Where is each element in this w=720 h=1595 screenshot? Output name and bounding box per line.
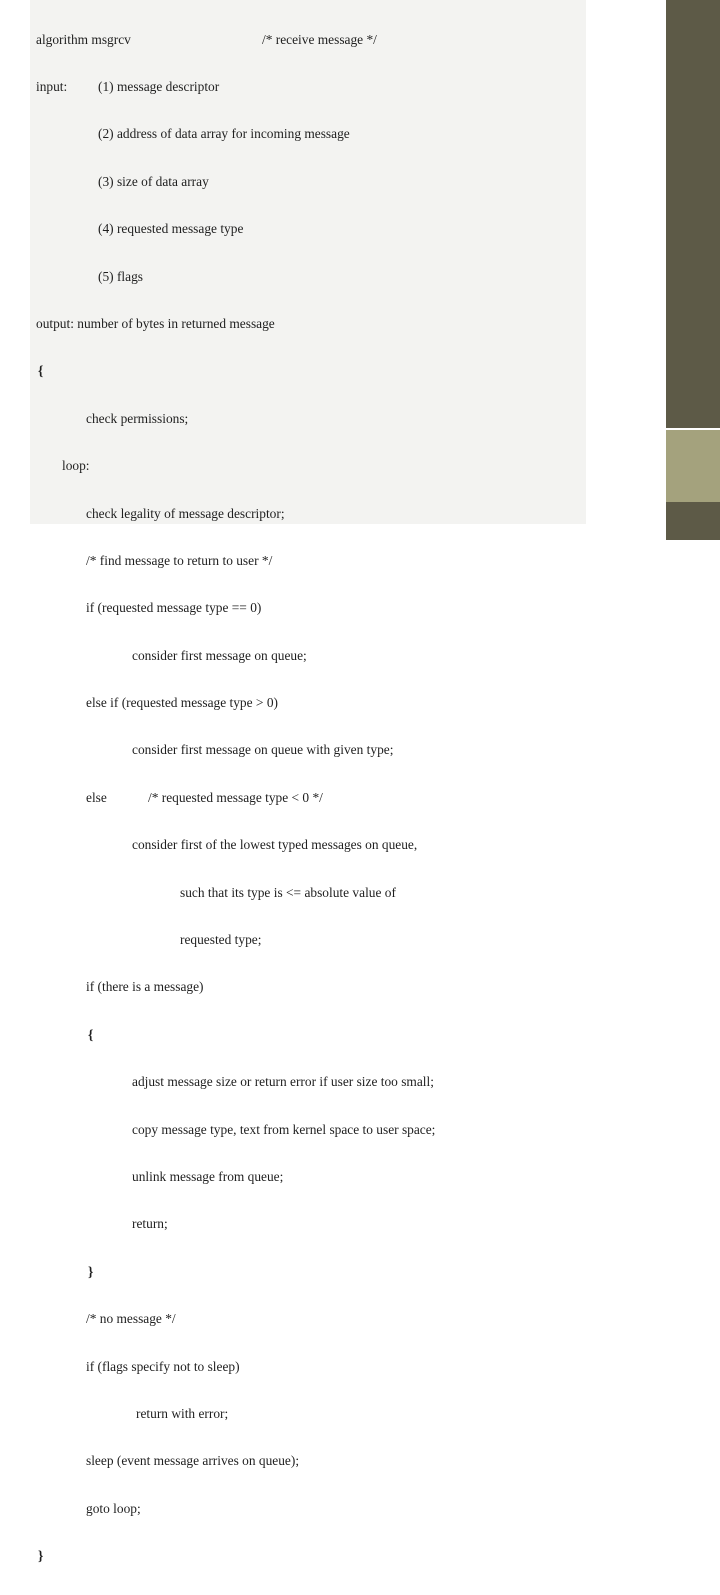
code-statement: sleep (event message arrives on queue); — [86, 1453, 300, 1469]
code-comment: /* no message */ — [86, 1311, 176, 1327]
code-statement: copy message type, text from kernel space to user space; — [132, 1121, 436, 1137]
code-line — [36, 221, 244, 237]
code-line — [36, 789, 323, 806]
code-line — [36, 695, 278, 711]
code-line — [36, 315, 275, 332]
code-line — [36, 884, 396, 901]
input-item: (5) flags — [98, 268, 143, 284]
code-statement: consider first message on queue with given type; — [132, 742, 394, 758]
code-statement: else — [86, 789, 107, 805]
code-line — [36, 1074, 434, 1090]
algorithm-comment: /* receive message */ — [262, 31, 377, 47]
code-line — [36, 600, 262, 616]
close-brace: } — [38, 1548, 44, 1564]
input-label: input: — [36, 78, 68, 94]
code-statement: consider first message on queue; — [132, 647, 307, 663]
code-line — [36, 1263, 94, 1280]
code-line — [36, 742, 394, 758]
code-statement: consider first of the lowest typed messages on queue, — [132, 837, 418, 853]
code-line — [36, 837, 418, 853]
code-line — [36, 505, 285, 522]
code-line — [36, 126, 350, 142]
code-comment: /* find message to return to user */ — [86, 552, 273, 568]
code-statement: unlink message from queue; — [132, 1168, 284, 1184]
open-brace: { — [38, 363, 44, 379]
code-line — [36, 1168, 284, 1185]
code-line — [36, 1548, 56, 1564]
output-line: output: number of bytes in returned message — [36, 315, 275, 331]
open-brace: { — [88, 1026, 94, 1042]
code-statement: if (requested message type == 0) — [86, 600, 262, 616]
loop-label: loop: — [62, 458, 90, 474]
code-statement: else if (requested message type > 0) — [86, 695, 278, 711]
code-statement: check permissions; — [86, 410, 189, 426]
code-line — [36, 1500, 141, 1517]
code-statement: return; — [132, 1216, 168, 1232]
code-line — [36, 1453, 300, 1469]
code-statement: check legality of message descriptor; — [86, 505, 285, 521]
input-item: (3) size of data array — [98, 173, 209, 189]
code-statement: return with error; — [136, 1405, 229, 1421]
code-statement: if (flags specify not to sleep) — [86, 1358, 240, 1374]
input-item: (4) requested message type — [98, 221, 244, 237]
code-statement: requested type; — [180, 932, 262, 948]
code-line — [36, 979, 204, 995]
code-line — [36, 647, 307, 664]
code-line — [36, 410, 189, 427]
code-line — [36, 363, 56, 379]
code-line — [36, 1405, 229, 1422]
scanned-algorithm-page — [30, 0, 586, 1564]
code-statement: such that its type is <= absolute value of — [180, 884, 396, 900]
code-line — [36, 552, 273, 569]
sidebar-accent-tile — [666, 430, 720, 502]
code-line — [36, 31, 377, 48]
code-statement: adjust message size or return error if user size too small; — [132, 1074, 434, 1090]
code-line — [36, 1358, 240, 1375]
algorithm-listing — [36, 0, 436, 1595]
code-line — [36, 268, 143, 285]
input-item: (1) message descriptor — [98, 78, 220, 94]
code-line — [36, 1311, 176, 1327]
code-line — [36, 1216, 168, 1232]
code-line — [36, 932, 262, 948]
code-line — [36, 78, 220, 95]
code-line — [36, 1026, 94, 1043]
code-line — [36, 458, 90, 474]
code-line — [36, 173, 209, 190]
input-item: (2) address of data array for incoming message — [98, 126, 350, 142]
algorithm-title: algorithm msgrcv — [36, 31, 131, 47]
close-brace: } — [88, 1263, 94, 1279]
code-comment: /* requested message type < 0 */ — [148, 789, 323, 805]
code-line — [36, 1121, 436, 1138]
code-statement: if (there is a message) — [86, 979, 204, 995]
code-statement: goto loop; — [86, 1500, 141, 1516]
